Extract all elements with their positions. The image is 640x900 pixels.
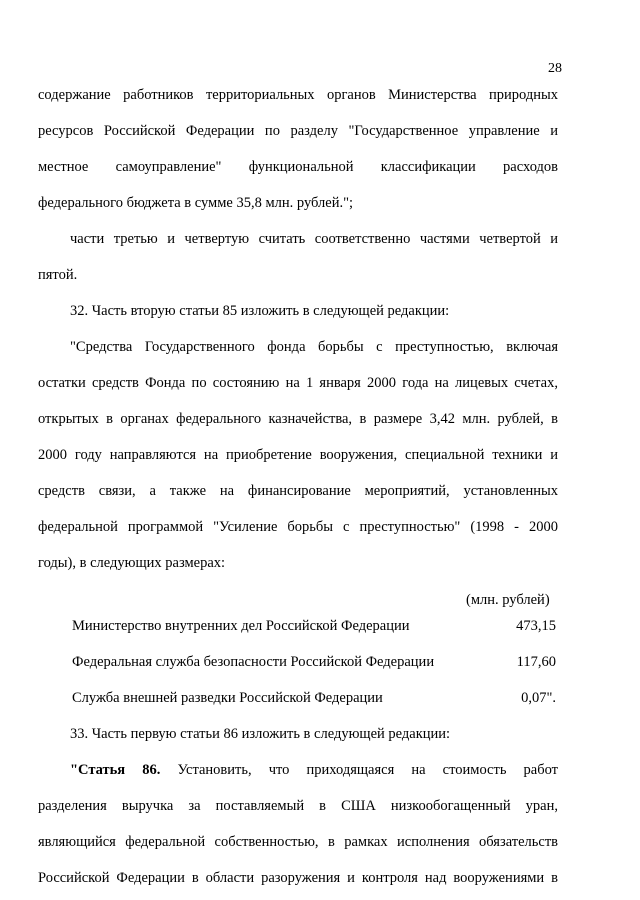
page-number: 28 [548, 61, 562, 76]
item-33-heading: 33. Часть первую статьи 86 изложить в следующей редакции: [70, 726, 451, 742]
row-value: 117,60 [516, 654, 556, 670]
text-line: средств связи, а также на финансирование мероприятий, установленных [38, 483, 558, 499]
text-line: ресурсов Российской Федерации по разделу "Государственное управление и [38, 123, 558, 139]
table-row [72, 653, 556, 671]
row-name: Министерство внутренних дел Российской Федерации [72, 618, 410, 634]
article-86-line [70, 761, 558, 779]
unit-label: (млн. рублей) [466, 592, 550, 608]
text-line: разделения выручка за поставляемый в США низкообогащенный уран, [38, 798, 558, 814]
text-line: федерального бюджета в сумме 35,8 млн. рублей."; [38, 195, 354, 211]
text-line: "Средства Государственного фонда борьбы с преступностью, включая [70, 339, 558, 355]
row-value: 0,07". [521, 690, 556, 706]
text-line: местное самоуправление" функциональной классификации расходов [38, 159, 558, 175]
article-text: Установить, что приходящаяся на стоимость работ [177, 762, 559, 778]
text-line: являющийся федеральной собственностью, в рамках исполнения обязательств [38, 834, 558, 850]
row-name: Федеральная служба безопасности Российской Федерации [72, 654, 435, 670]
row-value: 473,15 [516, 618, 556, 634]
text-line: Российской Федерации в области разоружения и контроля над вооружениями в [38, 870, 558, 886]
text-line: остатки средств Фонда по состоянию на 1 января 2000 года на лицевых счетах, [38, 375, 558, 391]
table-row [72, 617, 556, 635]
text-line: годы), в следующих размерах: [38, 555, 226, 571]
text-line: части третью и четвертую считать соответственно частями четвертой и [70, 231, 558, 247]
text-line: пятой. [38, 267, 78, 283]
row-name: Служба внешней разведки Российской Федерации [72, 690, 383, 706]
text-line: федеральной программой "Усиление борьбы с преступностью" (1998 - 2000 [38, 519, 558, 535]
text-line: открытых в органах федерального казначейства, в размере 3,42 млн. рублей, в [38, 411, 558, 427]
item-32-heading: 32. Часть вторую статьи 85 изложить в следующей редакции: [70, 303, 450, 319]
article-label: "Статья 86. [70, 762, 161, 778]
text-line: 2000 году направляются на приобретение вооружения, специальной техники и [38, 447, 558, 463]
text-line: содержание работников территориальных органов Министерства природных [38, 87, 558, 103]
table-row [72, 689, 556, 707]
